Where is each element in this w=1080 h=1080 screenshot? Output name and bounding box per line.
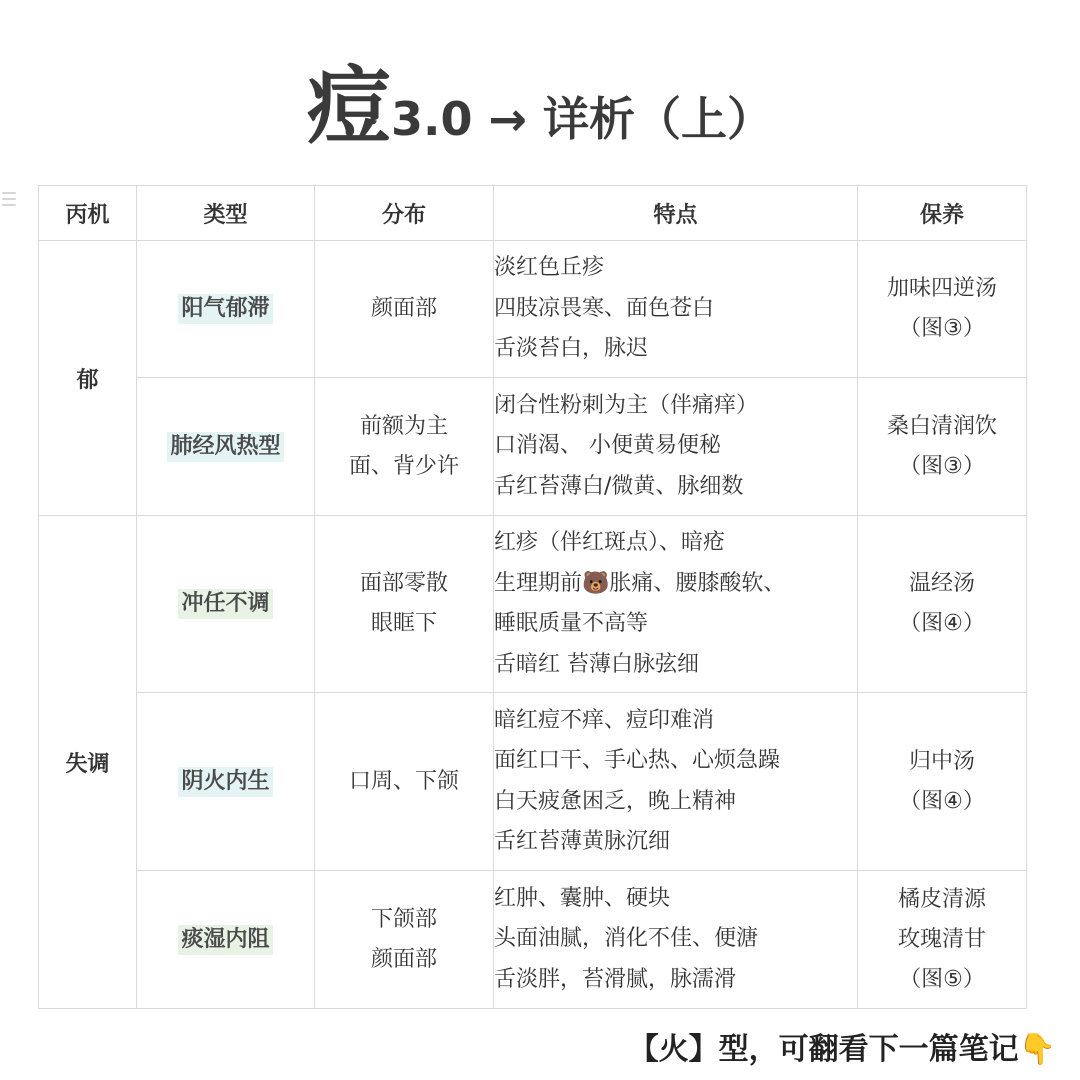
distribution-line: 前额为主 xyxy=(359,413,448,439)
type-label: 阳气郁滞 xyxy=(178,294,272,324)
header-type: 类型 xyxy=(137,186,315,241)
feature-line: 舌暗红 苔薄白脉弦细 xyxy=(494,651,699,677)
feature-line: 红疹（伴红斑点）、暗疮 xyxy=(494,530,726,555)
distribution-cell xyxy=(315,241,494,378)
distribution-line: 颜面部 xyxy=(370,946,437,972)
feature-line: 淡红色丘疹 xyxy=(494,255,605,281)
feature-line: 舌淡胖，苔滑腻，脉濡滑 xyxy=(494,966,737,992)
feature-line: 红肿、囊肿、硬块 xyxy=(494,885,671,911)
care-line: 桑白清润饮 xyxy=(886,413,997,439)
type-label: 肺经风热型 xyxy=(167,432,283,462)
table-header-row xyxy=(39,186,1027,241)
header-features: 特点 xyxy=(494,186,858,241)
distribution-cell xyxy=(315,871,494,1009)
mechanism-cell: 失调 xyxy=(39,516,137,1009)
header-care: 保养 xyxy=(858,186,1027,241)
care-cell xyxy=(858,516,1027,693)
feature-line: 暗红痘不痒、痘印难消 xyxy=(494,707,715,733)
care-line: （图③） xyxy=(899,316,985,341)
features-cell xyxy=(494,693,858,871)
feature-line: 睡眠质量不高等 xyxy=(494,611,649,636)
type-cell xyxy=(137,241,315,378)
care-cell xyxy=(858,871,1027,1009)
table-row xyxy=(39,378,1027,516)
distribution-line: 面、背少许 xyxy=(348,453,459,479)
feature-line: 生理期前🐻胀痛、腰膝酸软、 xyxy=(494,570,786,596)
type-cell xyxy=(137,871,315,1009)
care-cell xyxy=(858,378,1027,516)
table-row xyxy=(39,693,1027,871)
header-distribution: 分布 xyxy=(315,186,494,241)
care-line: （图③） xyxy=(899,453,985,479)
care-cell xyxy=(858,693,1027,871)
care-line: 玫瑰清甘 xyxy=(897,926,986,952)
type-cell xyxy=(137,693,315,871)
feature-line: 四肢凉畏寒、面色苍白 xyxy=(494,295,715,321)
type-cell xyxy=(137,378,315,516)
care-line: （图④） xyxy=(899,611,985,636)
features-cell xyxy=(494,871,858,1009)
mechanism-cell: 郁 xyxy=(39,241,137,516)
distribution-cell xyxy=(315,693,494,871)
table-row xyxy=(39,516,1027,693)
page-title xyxy=(0,56,1080,156)
care-line: （图⑤） xyxy=(899,966,985,992)
table-row xyxy=(39,241,1027,378)
feature-line: 口消渴、 小便黄易便秘 xyxy=(494,433,721,459)
features-cell xyxy=(494,378,858,516)
feature-line: 舌红苔薄黄脉沉细 xyxy=(494,829,671,854)
care-line: （图④） xyxy=(899,788,985,814)
distribution-line: 口周、下颌 xyxy=(348,768,459,794)
feature-line: 闭合性粉刺为主（伴痛痒） xyxy=(494,392,759,418)
title-rest: 3.0 → 详析（上） xyxy=(390,92,774,146)
table-row xyxy=(39,871,1027,1009)
acne-analysis-table xyxy=(38,185,1027,1009)
care-line: 温经汤 xyxy=(908,571,975,596)
menu-lines-icon[interactable] xyxy=(2,192,16,208)
care-line: 归中汤 xyxy=(908,748,975,774)
features-cell xyxy=(494,516,858,693)
next-note-hint: 【火】型，可翻看下一篇笔记👇 xyxy=(628,1032,1056,1067)
feature-line: 面红口干、手心热、心烦急躁 xyxy=(494,748,781,773)
distribution-cell xyxy=(315,378,494,516)
feature-line: 白天疲惫困乏，晚上精神 xyxy=(494,788,737,814)
care-line: 加味四逆汤 xyxy=(886,276,997,301)
title-main-char: 痘 xyxy=(306,57,391,155)
feature-line: 头面油腻，消化不佳、便溏 xyxy=(494,926,759,952)
care-line: 橘皮清源 xyxy=(897,886,986,912)
type-label: 冲任不调 xyxy=(178,589,272,619)
features-cell xyxy=(494,241,858,378)
distribution-cell xyxy=(315,516,494,693)
type-cell xyxy=(137,516,315,693)
distribution-line: 颜面部 xyxy=(370,296,437,321)
distribution-line: 下颌部 xyxy=(370,906,437,932)
distribution-line: 面部零散 xyxy=(359,571,448,596)
feature-line: 舌淡苔白，脉迟 xyxy=(494,336,649,362)
header-mechanism: 丙机 xyxy=(39,186,137,241)
type-label: 痰湿内阻 xyxy=(178,925,272,955)
care-cell xyxy=(858,241,1027,378)
feature-line: 舌红苔薄白/微黄、脉细数 xyxy=(494,473,744,499)
type-label: 阴火内生 xyxy=(178,767,272,797)
distribution-line: 眼眶下 xyxy=(370,611,437,636)
